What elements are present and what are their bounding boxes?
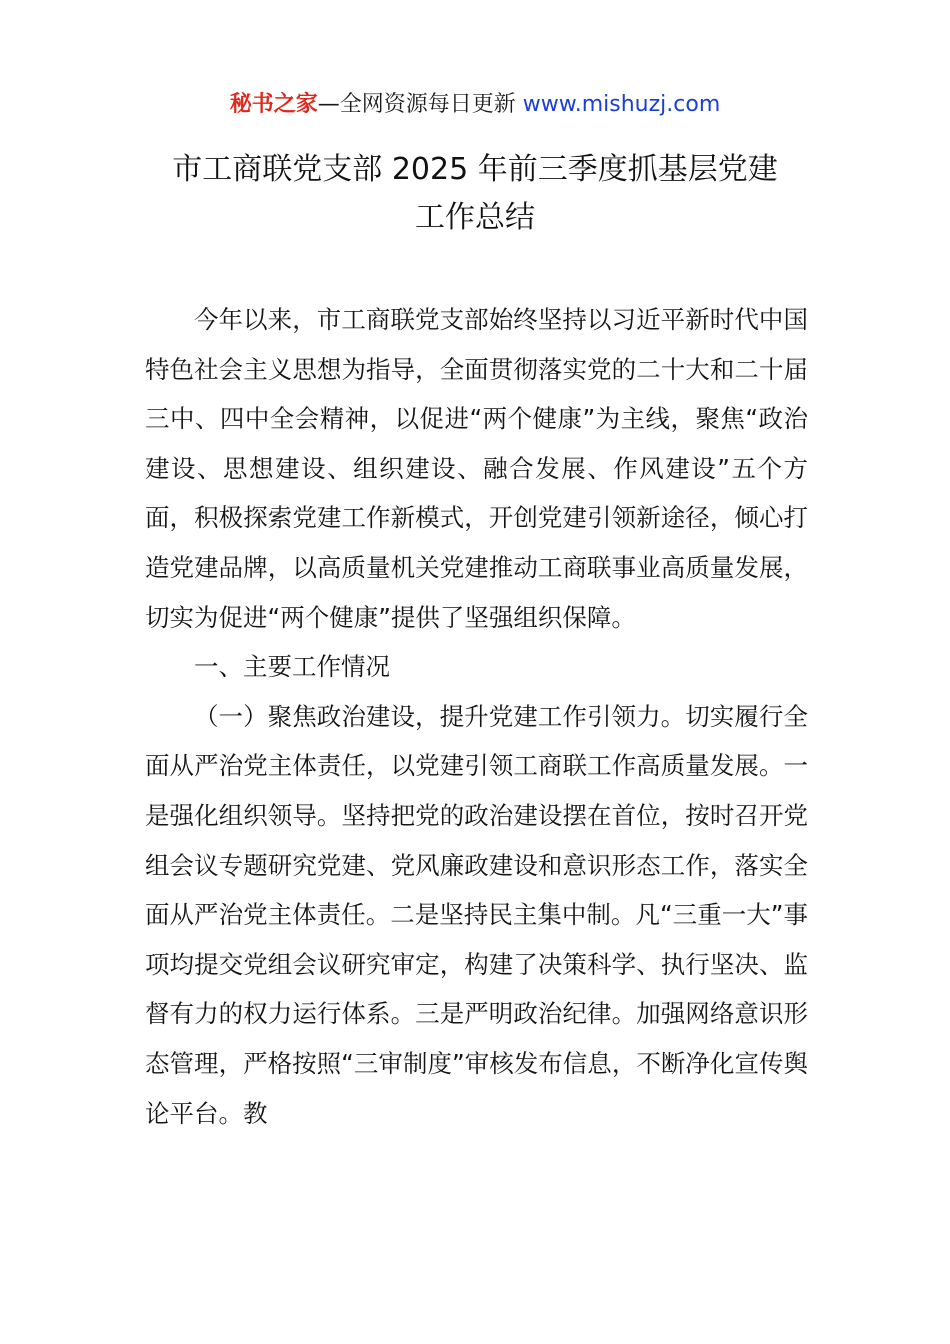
site-header <box>0 88 950 122</box>
section-heading: 一、主要工作情况 <box>194 652 390 682</box>
intro-paragraph: 今年以来，市工商联党支部始终坚持以习近平新时代中国特色社会主义思想为指导，全面贯彻落实党的二十大和二十届三中、四中全会精神，以促进“两个健康”为主线，聚焦“政治建设、思想建设、组织建设、融合发展、作风建设”五个方面，积极探索党建工作新模式，开创党建引领新途径，倾心打造党建品牌，以高质量机关党建推动工商联事业高质量发展，切实为促进“两个健康”提供了坚强组织保障。 <box>145 305 808 632</box>
site-url-link[interactable]: www.mishuzj.com <box>522 92 721 117</box>
document-title <box>120 146 830 242</box>
document-title-line-1: 市工商联党支部 2025 年前三季度抓基层党建 <box>172 152 778 187</box>
section-paragraph: （一）聚焦政治建设，提升党建工作引领力。切实履行全面从严治党主体责任，以党建引领工商联工作高质量发展。一是强化组织领导。坚持把党的政治建设摆在首位，按时召开党组会议专题研究党建、党风廉政建设和意识形态工作，落实全面从严治党主体责任。二是坚持民主集中制。凡“三重一大”事项均提交党组会议研究审定，构建了决策科学、执行坚决、监督有力的权力运行体系。三是严明政治纪律。加强网络意识形态管理，严格按照“三审制度”审核发布信息，不断净化宣传舆论平台。教 <box>145 701 808 1128</box>
site-slogan: —全网资源每日更新 <box>317 92 523 117</box>
document-body <box>145 295 808 1138</box>
document-title-line-2: 工作总结 <box>415 200 535 235</box>
site-brand: 秘书之家 <box>229 92 318 117</box>
